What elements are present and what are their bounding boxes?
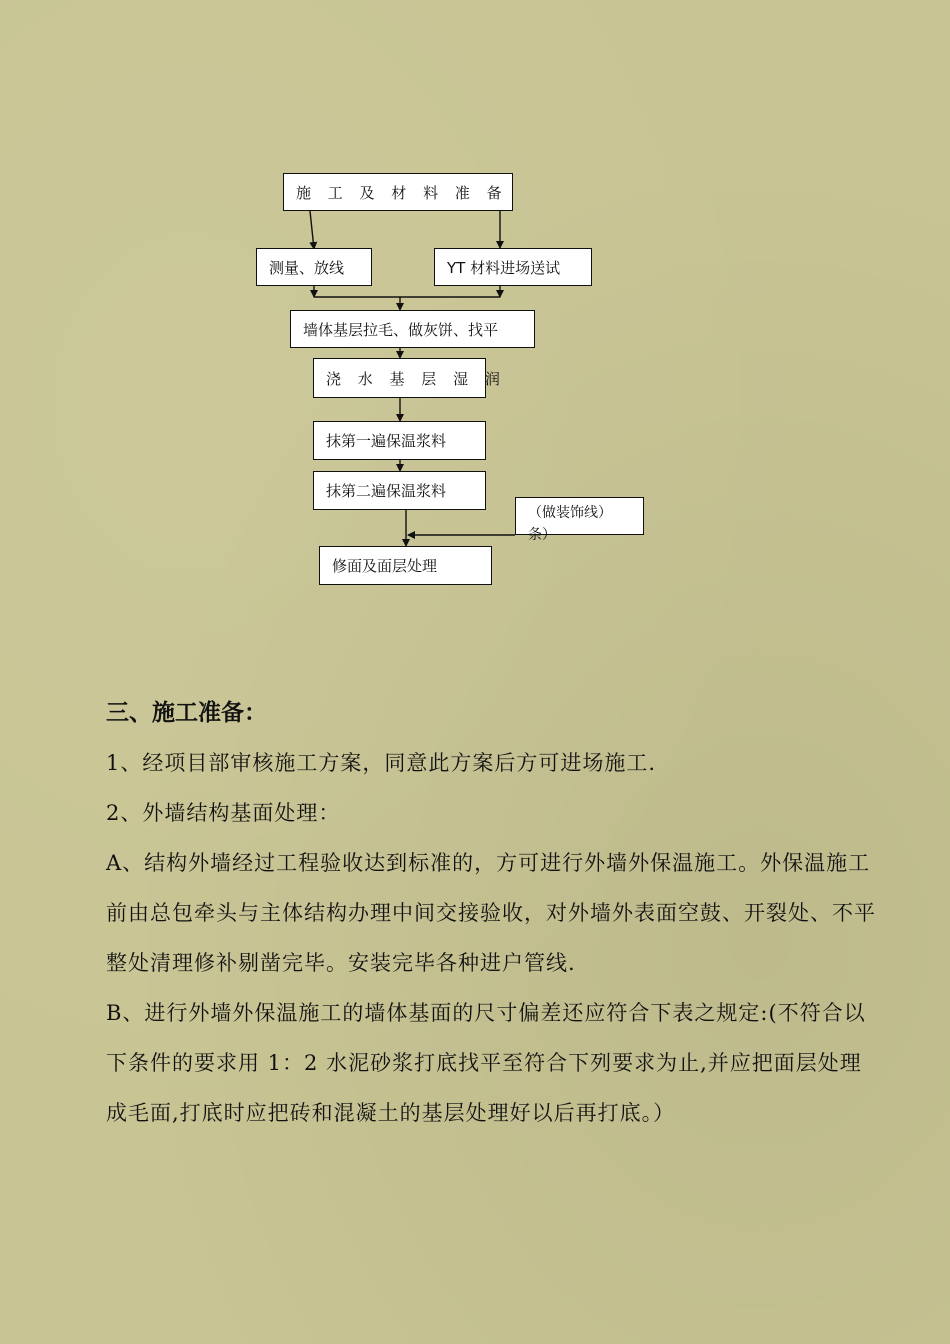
paragraph-a: A、结构外墙经过工程验收达到标准的，方可进行外墙外保温施工。外保温施工前由总包牵头与主体结构办理中间交接验收，对外墙外表面空鼓、开裂处、不平整处清理修补剔凿完毕。安装完毕各种进户管线. <box>106 851 876 975</box>
flow-box-finish <box>319 546 492 585</box>
flow-box-measure <box>256 248 372 286</box>
flow-label-second-coat: 抹第二遍保温浆料 <box>326 482 447 500</box>
flow-label-decor-line: （做装饰线） <box>528 505 612 521</box>
section-body <box>106 688 876 1138</box>
flow-box-wall-base <box>290 310 535 348</box>
arrow-prep-to-measure <box>310 211 314 249</box>
paragraph-1: 1、经项目部审核施工方案，同意此方案后方可进场施工. <box>106 751 657 775</box>
paragraph-2: 2、外墙结构基面处理： <box>106 801 341 825</box>
flow-label-first-coat: 抹第一遍保温浆料 <box>326 432 447 450</box>
flow-label-measure: 测量、放线 <box>269 258 345 277</box>
paragraph-b: B、进行外墙外保温施工的墙体基面的尺寸偏差还应符合下表之规定:(不符合以下条件的要求用 1：2 水泥砂浆打底找平至符合下列要求为止,并应把面层处理成毛面,打底时应把砖和混凝土的基层处理好以后再打底。） <box>106 1001 866 1125</box>
flow-box-first-coat <box>313 421 486 460</box>
flow-box-material-test <box>434 248 592 286</box>
flow-label-wall-base: 墙体基层拉毛、做灰饼、找平 <box>303 320 499 339</box>
flow-label-material-test: YT 材料进场送试 <box>447 258 561 277</box>
flow-label-finish: 修面及面层处理 <box>332 557 438 575</box>
flow-box-second-coat <box>313 471 486 510</box>
flow-label-prep: 施 工 及 材 料 准 备 <box>296 183 508 202</box>
flow-box-wet-base <box>313 358 506 398</box>
flow-label-decor-line-overflow: 条） <box>528 527 556 543</box>
flow-box-prep <box>283 173 513 211</box>
flow-label-wet-base: 浇 水 基 层 湿 润 <box>326 369 506 388</box>
section-heading: 三、施工准备： <box>106 700 267 726</box>
